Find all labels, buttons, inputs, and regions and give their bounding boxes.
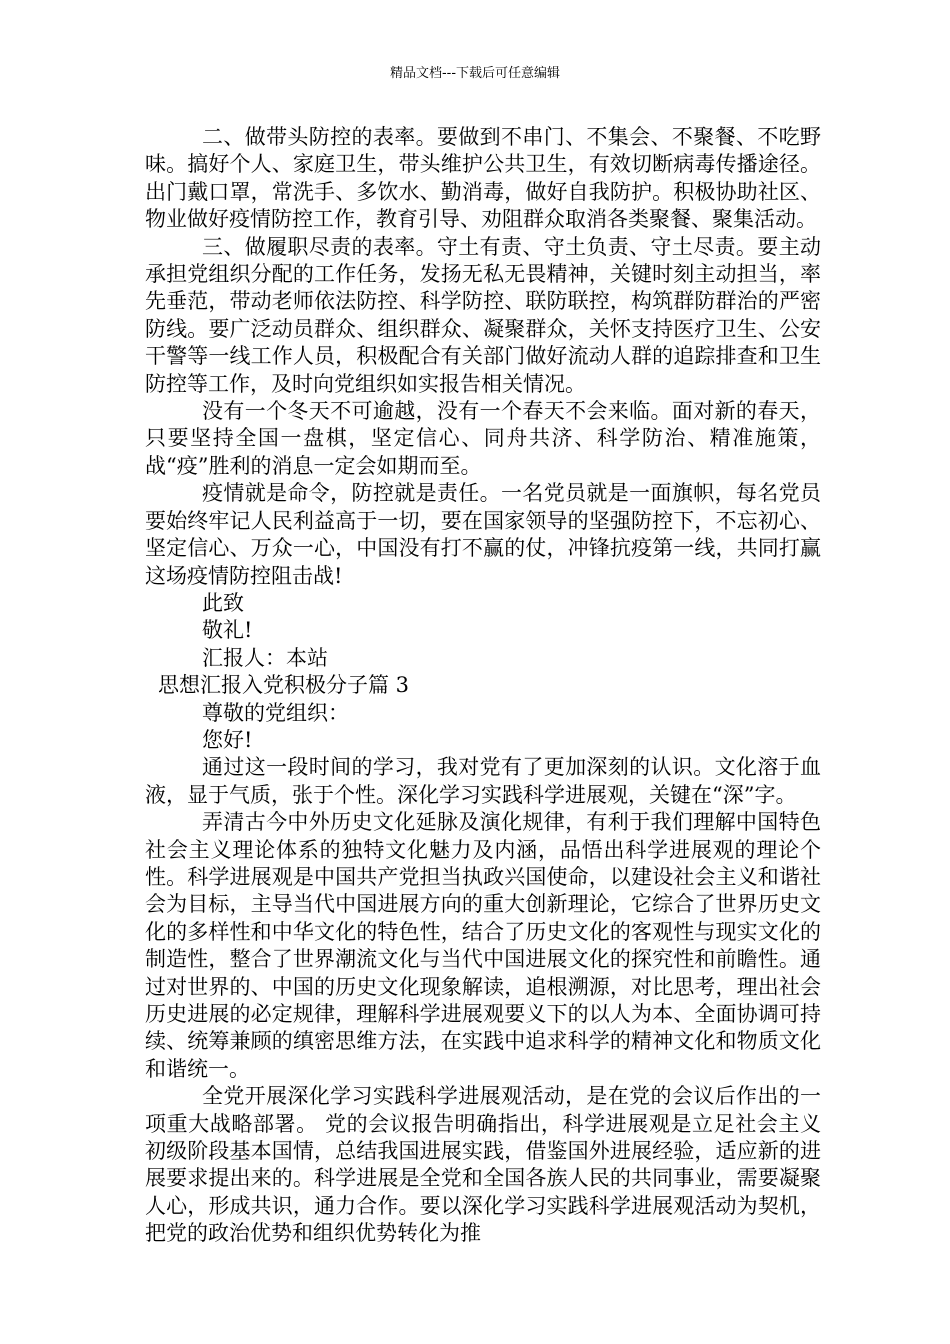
page-header: 精品文档---下载后可任意编辑 [389, 66, 561, 81]
greeting: 您好! [202, 727, 253, 752]
paragraph: 全党开展深化学习实践科学进展观活动，是在党的会议后作出的一项重大战略部署。 党的会议报告明确指出，科学进展观是立足社会主义初级阶段基本国情，总结我国进展实践，借鉴国外进展经验，适应新的进展要求提出来的。科学进展是全党和全国各族人民的共同事业，需要凝聚人心，形成共识，通力合作。要以深化学习实践科学进展观活动为契机，把党的政治优势和组织优势转化为推 [145, 1084, 821, 1246]
paragraph: 二、做带头防控的表率。要做到不串门、不集会、不聚餐、不吃野味。搞好个人、家庭卫生，带头维护公共卫生，有效切断病毒传播途径。出门戴口罩，常洗手、多饮水、勤消毒，做好自我防护。积极协助社区、物业做好疫情防控工作，教育引导、劝阻群众取消各类聚餐、聚集活动。 [145, 125, 821, 232]
salutation: 尊敬的党组织： [202, 700, 349, 725]
document-body [145, 124, 821, 1248]
paragraph: 三、做履职尽责的表率。守土有责、守土负责、守土尽责。要主动承担党组织分配的工作任务，发扬无私无畏精神，关键时刻主动担当，率先垂范，带动老师依法防控、科学防控、联防联控，构筑群防群治的严密防线。要广泛动员群众、组织群众、凝聚群众，关怀支持医疗卫生、公安干警等一线工作人员，积极配合有关部门做好流动人群的追踪排查和卫生防控等工作，及时向党组织如实报告相关情况。 [145, 234, 821, 396]
paragraph: 疫情就是命令，防控就是责任。一名党员就是一面旗帜，每名党员要始终牢记人民利益高于一切，要在国家领导的坚强防控下，不忘初心、坚定信心、万众一心，中国没有打不赢的仗，冲锋抗疫第一线，共同打赢这场疫情防控阻击战! [145, 481, 821, 588]
closing-salute: 敬礼! [202, 618, 253, 643]
paragraph: 通过这一段时间的学习，我对党有了更加深刻的认识。文化溶于血液，显于气质，张于个性。深化学习实践科学进展观，关键在“深”字。 [145, 755, 821, 807]
paragraph: 没有一个冬天不可逾越，没有一个春天不会来临。面对新的春天，只要坚持全国一盘棋，坚定信心、同舟共济、科学防治、精准施策，战“疫”胜利的消息一定会如期而至。 [145, 399, 821, 478]
reporter-line: 汇报人：本站 [202, 645, 328, 670]
closing-line: 此致 [202, 590, 244, 615]
section-title: 思想汇报入党积极分子篇 3 [158, 673, 410, 698]
paragraph: 弄清古今中外历史文化延脉及演化规律，有利于我们理解中国特色社会主义理论体系的独特文化魅力及内涵，品悟出科学进展观的理论个性。科学进展观是中国共产党担当执政兴国使命，以建设社会主义和谐社会为目标，主导当代中国进展方向的重大创新理论，它综合了世界历史文化的多样性和中华文化的特色性，结合了历史文化的客观性与现实文化的制造性，整合了世界潮流文化与当代中国进展文化的探究性和前瞻性。通过对世界的、中国的历史文化现象解读，追根溯源，对比思考，理出社会历史进展的必定规律，理解科学进展观要义下的以人为本、全面协调可持续、统筹兼顾的缜密思维方法，在实践中追求科学的精神文化和物质文化和谐统一。 [145, 810, 821, 1081]
